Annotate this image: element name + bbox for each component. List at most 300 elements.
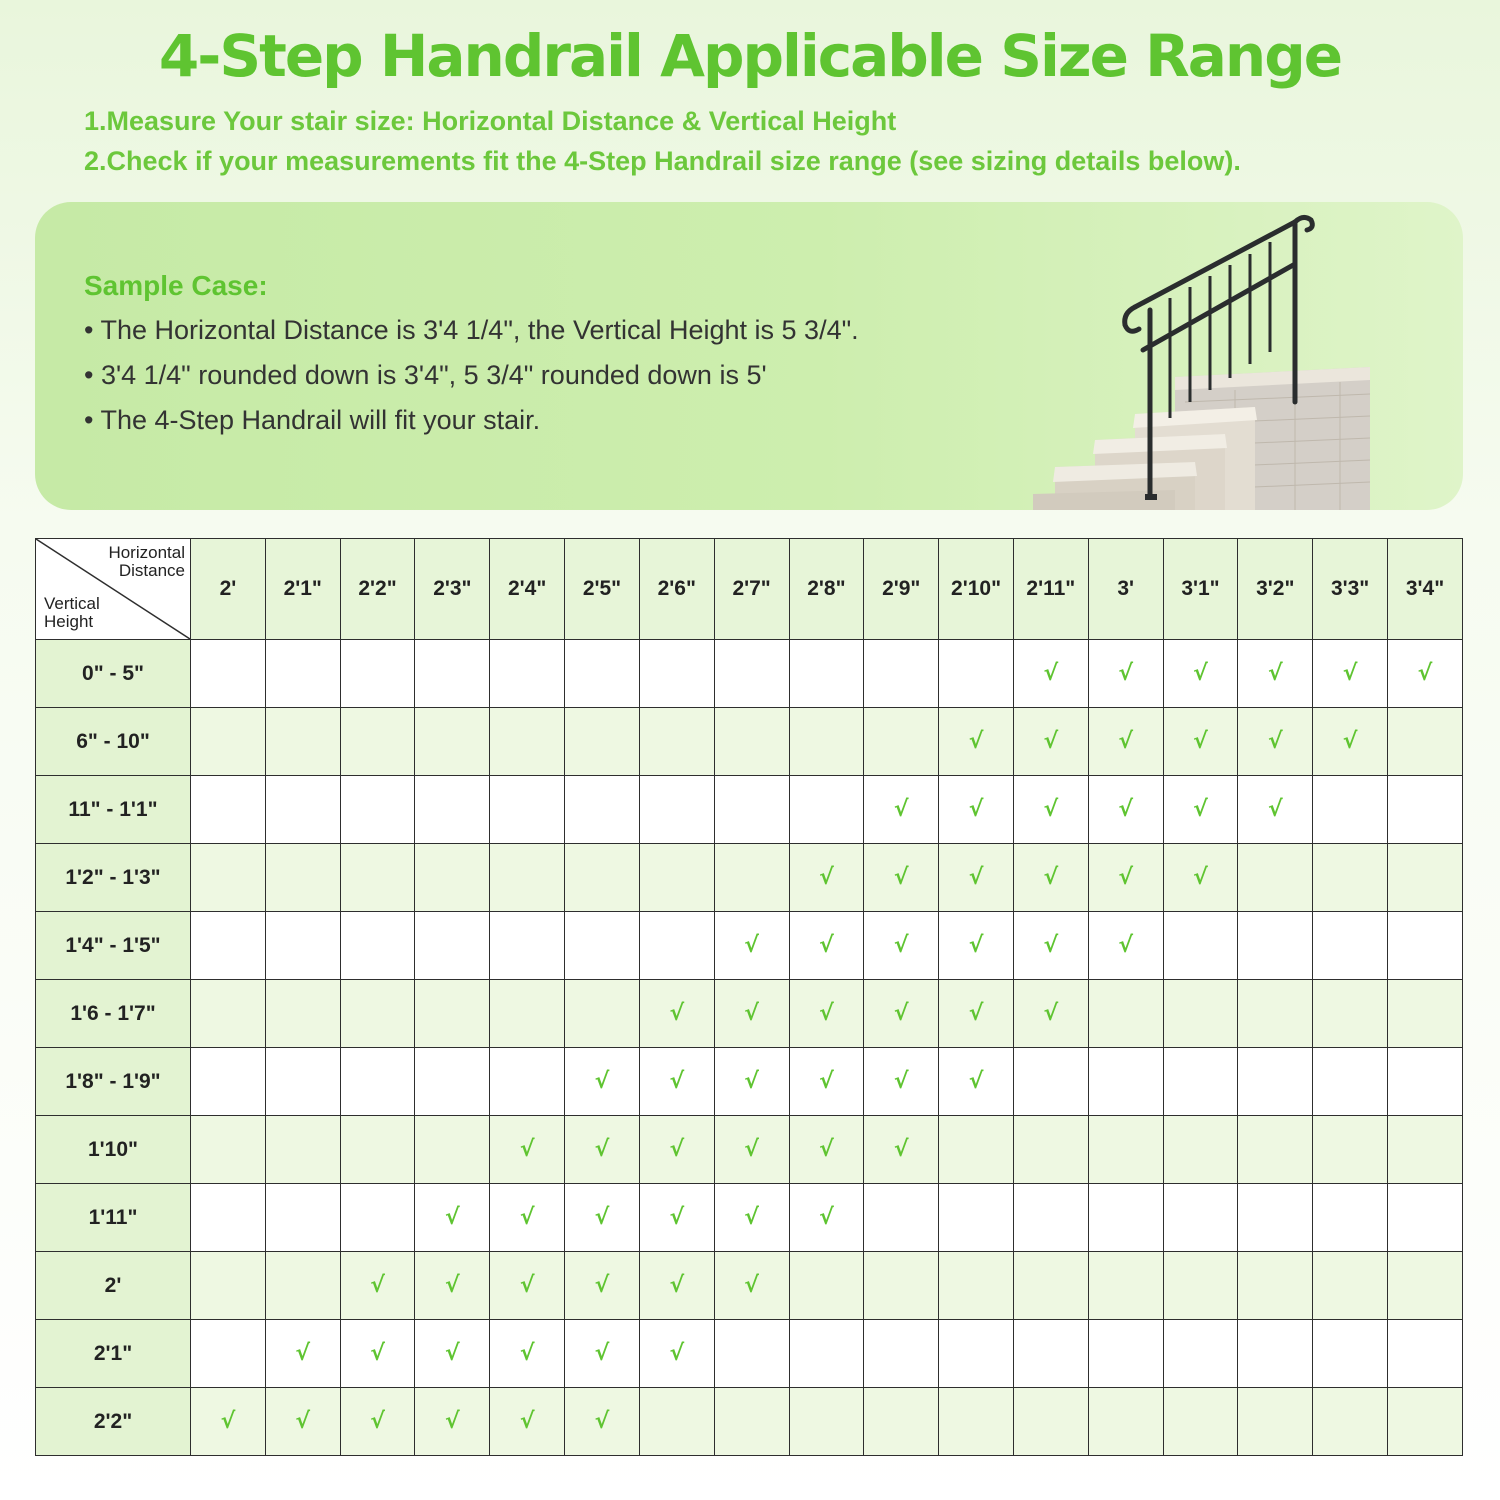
check-icon: √ <box>968 865 984 890</box>
table-cell <box>565 912 640 980</box>
table-cell <box>191 980 266 1048</box>
check-icon: √ <box>1267 661 1283 686</box>
check-icon: √ <box>1043 797 1059 822</box>
table-cell <box>714 1388 789 1456</box>
table-cell <box>639 1184 714 1252</box>
table-cell <box>490 1116 565 1184</box>
table-cell <box>639 1252 714 1320</box>
table-cell <box>340 1320 415 1388</box>
table-cell <box>1013 708 1088 776</box>
table-cell <box>1088 1252 1163 1320</box>
check-icon: √ <box>819 933 834 958</box>
table-cell <box>1238 1048 1313 1116</box>
table-cell <box>1313 1184 1388 1252</box>
check-icon: √ <box>819 1205 834 1230</box>
check-icon: √ <box>594 1341 610 1366</box>
table-cell <box>1163 1388 1238 1456</box>
table-cell <box>490 776 565 844</box>
table-cell <box>1013 912 1088 980</box>
table-cell <box>1313 1252 1388 1320</box>
check-icon: √ <box>1118 661 1133 686</box>
table-cell <box>415 844 490 912</box>
check-icon: √ <box>1118 933 1133 958</box>
table-cell <box>1163 1048 1238 1116</box>
check-icon: √ <box>370 1341 385 1366</box>
table-cell <box>939 980 1014 1048</box>
table-cell <box>1013 1116 1088 1184</box>
table-cell <box>789 1116 864 1184</box>
check-icon: √ <box>519 1137 535 1162</box>
table-cell <box>340 708 415 776</box>
table-cell <box>340 1252 415 1320</box>
page-title: 4-Step Handrail Applicable Size Range <box>158 22 1342 90</box>
corner-horizontal-word: Horizontal <box>108 543 185 562</box>
table-cell <box>1388 1184 1463 1252</box>
corner-vertical-word: Height <box>44 612 94 631</box>
check-icon: √ <box>1417 661 1433 686</box>
column-header: 3' <box>1088 539 1163 640</box>
table-cell <box>490 1388 565 1456</box>
table-cell <box>939 1252 1014 1320</box>
table-cell <box>1088 1388 1163 1456</box>
table-cell <box>490 1320 565 1388</box>
row-label: 1'4" - 1'5" <box>36 912 191 980</box>
table-cell <box>1088 776 1163 844</box>
table-cell <box>1388 844 1463 912</box>
row-label: 1'2" - 1'3" <box>36 844 191 912</box>
table-cell <box>639 776 714 844</box>
check-icon: √ <box>744 1137 759 1162</box>
check-icon: √ <box>1342 729 1358 754</box>
table-cell <box>1238 912 1313 980</box>
check-icon: √ <box>744 1273 759 1298</box>
column-header: 3'3" <box>1313 539 1388 640</box>
table-cell <box>1163 844 1238 912</box>
table-cell <box>939 640 1014 708</box>
table-row <box>36 1048 1463 1116</box>
table-row <box>36 1320 1463 1388</box>
table-cell <box>565 708 640 776</box>
check-icon: √ <box>370 1409 385 1434</box>
check-icon: √ <box>519 1409 535 1434</box>
instruction-step-2: 2.Check if your measurements fit the 4-Step Handrail size range (see sizing details below). <box>84 146 1241 176</box>
table-cell <box>789 844 864 912</box>
table-cell <box>1088 844 1163 912</box>
table-cell <box>789 640 864 708</box>
check-icon: √ <box>819 1001 834 1026</box>
table-cell <box>639 912 714 980</box>
table-cell <box>1163 776 1238 844</box>
sample-case-line: • The Horizontal Distance is 3'4 1/4", the Vertical Height is 5 3/4". <box>84 315 859 345</box>
table-cell <box>864 980 939 1048</box>
table-corner-cell <box>36 539 191 640</box>
table-cell <box>340 980 415 1048</box>
row-label: 2'1" <box>36 1320 191 1388</box>
table-cell <box>415 1320 490 1388</box>
table-cell <box>639 640 714 708</box>
column-header: 2'1" <box>265 539 340 640</box>
table-cell <box>1238 1320 1313 1388</box>
table-cell <box>1013 1252 1088 1320</box>
table-cell <box>1313 1048 1388 1116</box>
table-cell <box>1313 776 1388 844</box>
table-cell <box>1238 708 1313 776</box>
table-cell <box>265 912 340 980</box>
column-header: 2'8" <box>789 539 864 640</box>
check-icon: √ <box>1118 865 1133 890</box>
table-cell <box>714 1184 789 1252</box>
table-cell <box>191 1252 266 1320</box>
column-header: 2'5" <box>565 539 640 640</box>
table-cell <box>1163 1320 1238 1388</box>
table-cell <box>191 776 266 844</box>
check-icon: √ <box>744 933 759 958</box>
table-cell <box>1238 640 1313 708</box>
check-icon: √ <box>594 1137 610 1162</box>
corner-horizontal-label <box>108 544 185 580</box>
table-cell <box>265 1388 340 1456</box>
check-icon: √ <box>893 865 909 890</box>
table-cell <box>1313 640 1388 708</box>
table-cell <box>939 1116 1014 1184</box>
table-cell <box>789 1388 864 1456</box>
table-cell <box>340 1388 415 1456</box>
check-icon: √ <box>519 1273 535 1298</box>
table-row <box>36 640 1463 708</box>
check-icon: √ <box>1043 661 1059 686</box>
table-cell <box>1238 844 1313 912</box>
row-label: 1'10" <box>36 1116 191 1184</box>
sample-case-line: • 3'4 1/4" rounded down is 3'4", 5 3/4" rounded down is 5' <box>84 360 767 390</box>
table-cell <box>864 1184 939 1252</box>
check-icon: √ <box>370 1273 385 1298</box>
table-cell <box>415 776 490 844</box>
table-cell <box>714 708 789 776</box>
table-row <box>36 776 1463 844</box>
table-cell <box>1313 1388 1388 1456</box>
table-cell <box>490 844 565 912</box>
corner-horizontal-word: Distance <box>118 561 185 580</box>
table-cell <box>1238 776 1313 844</box>
column-header: 2'7" <box>714 539 789 640</box>
check-icon: √ <box>968 797 984 822</box>
row-label: 2' <box>36 1252 191 1320</box>
table-cell <box>1088 1048 1163 1116</box>
table-cell <box>1388 980 1463 1048</box>
table-cell <box>1388 776 1463 844</box>
table-cell <box>415 1184 490 1252</box>
check-icon: √ <box>594 1205 610 1230</box>
table-cell <box>1163 1252 1238 1320</box>
table-row <box>36 1116 1463 1184</box>
table-row <box>36 980 1463 1048</box>
table-cell <box>340 1116 415 1184</box>
check-icon: √ <box>669 1137 685 1162</box>
column-header: 2' <box>191 539 266 640</box>
table-row <box>36 912 1463 980</box>
column-header: 2'9" <box>864 539 939 640</box>
table-cell <box>490 912 565 980</box>
table-cell <box>939 1048 1014 1116</box>
table-cell <box>340 1048 415 1116</box>
table-cell <box>714 844 789 912</box>
table-cell <box>265 844 340 912</box>
table-cell <box>1088 980 1163 1048</box>
table-cell <box>1013 640 1088 708</box>
table-cell <box>714 912 789 980</box>
check-icon: √ <box>594 1273 610 1298</box>
table-cell <box>565 1116 640 1184</box>
table-cell <box>191 708 266 776</box>
column-header: 2'4" <box>490 539 565 640</box>
table-cell <box>265 1048 340 1116</box>
table-cell <box>490 708 565 776</box>
table-body <box>36 640 1463 1456</box>
table-cell <box>939 844 1014 912</box>
check-icon: √ <box>1342 661 1358 686</box>
table-cell <box>191 1116 266 1184</box>
table-cell <box>1013 1388 1088 1456</box>
table-cell <box>1388 1388 1463 1456</box>
table-cell <box>789 980 864 1048</box>
table-cell <box>191 1320 266 1388</box>
check-icon: √ <box>1043 729 1059 754</box>
table-cell <box>490 1048 565 1116</box>
table-cell <box>714 980 789 1048</box>
table-cell <box>939 776 1014 844</box>
table-cell <box>1013 776 1088 844</box>
table-cell <box>1088 1320 1163 1388</box>
table-cell <box>265 1116 340 1184</box>
table-cell <box>1013 1048 1088 1116</box>
table-cell <box>1163 708 1238 776</box>
table-cell <box>1013 1184 1088 1252</box>
column-header: 2'3" <box>415 539 490 640</box>
table-cell <box>1313 1320 1388 1388</box>
column-header: 3'4" <box>1388 539 1463 640</box>
table-cell <box>490 980 565 1048</box>
check-icon: √ <box>1267 797 1283 822</box>
table-cell <box>265 1252 340 1320</box>
table-cell <box>864 640 939 708</box>
table-cell <box>714 1252 789 1320</box>
check-icon: √ <box>893 1069 909 1094</box>
table-cell <box>864 912 939 980</box>
table-cell <box>565 980 640 1048</box>
check-icon: √ <box>1043 1001 1059 1026</box>
table-cell <box>1238 1116 1313 1184</box>
table-cell <box>415 980 490 1048</box>
check-icon: √ <box>1267 729 1283 754</box>
check-icon: √ <box>968 1069 984 1094</box>
table-cell <box>789 1320 864 1388</box>
table-cell <box>565 640 640 708</box>
table-cell <box>1388 708 1463 776</box>
row-label: 1'6 - 1'7" <box>36 980 191 1048</box>
table-cell <box>415 1048 490 1116</box>
check-icon: √ <box>445 1273 460 1298</box>
table-cell <box>1163 1184 1238 1252</box>
check-icon: √ <box>594 1069 610 1094</box>
table-cell <box>415 1252 490 1320</box>
size-range-table <box>35 538 1463 1456</box>
column-header: 2'11" <box>1013 539 1088 640</box>
check-icon: √ <box>295 1341 311 1366</box>
check-icon: √ <box>669 1341 685 1366</box>
table-cell <box>1313 708 1388 776</box>
table-cell <box>265 708 340 776</box>
check-icon: √ <box>819 1137 834 1162</box>
table-cell <box>415 912 490 980</box>
table-cell <box>639 1388 714 1456</box>
table-cell <box>565 1184 640 1252</box>
check-icon: √ <box>669 1273 685 1298</box>
check-icon: √ <box>220 1409 236 1434</box>
table-cell <box>789 912 864 980</box>
table-cell <box>191 1184 266 1252</box>
check-icon: √ <box>519 1205 535 1230</box>
table-cell <box>565 1320 640 1388</box>
table-cell <box>789 708 864 776</box>
check-icon: √ <box>1118 729 1133 754</box>
check-icon: √ <box>669 1069 685 1094</box>
table-cell <box>1088 708 1163 776</box>
table-cell <box>191 912 266 980</box>
table-cell <box>191 844 266 912</box>
check-icon: √ <box>744 1069 759 1094</box>
corner-vertical-word: Vertical <box>44 594 100 613</box>
check-icon: √ <box>1193 865 1208 890</box>
table-cell <box>789 1048 864 1116</box>
table-cell <box>565 776 640 844</box>
sample-case-line: • The 4-Step Handrail will fit your stair. <box>84 405 541 435</box>
table-cell <box>1088 640 1163 708</box>
table-cell <box>714 1116 789 1184</box>
sample-case-heading: Sample Case: <box>84 270 268 301</box>
table-cell <box>939 1388 1014 1456</box>
table-cell <box>340 912 415 980</box>
check-icon: √ <box>519 1341 535 1366</box>
check-icon: √ <box>1193 729 1208 754</box>
row-label: 2'2" <box>36 1388 191 1456</box>
check-icon: √ <box>819 865 834 890</box>
column-header: 2'6" <box>639 539 714 640</box>
check-icon: √ <box>968 933 984 958</box>
table-cell <box>490 1252 565 1320</box>
table-cell <box>864 1116 939 1184</box>
table-cell <box>1313 844 1388 912</box>
table-cell <box>265 1184 340 1252</box>
check-icon: √ <box>1043 865 1059 890</box>
table-cell <box>340 844 415 912</box>
table-cell <box>565 1388 640 1456</box>
row-label: 11" - 1'1" <box>36 776 191 844</box>
table-cell <box>340 776 415 844</box>
table-cell <box>1313 980 1388 1048</box>
check-icon: √ <box>744 1205 759 1230</box>
table-cell <box>265 980 340 1048</box>
table-cell <box>1238 980 1313 1048</box>
table-cell <box>939 708 1014 776</box>
column-header: 2'10" <box>939 539 1014 640</box>
table-cell <box>789 1252 864 1320</box>
check-icon: √ <box>893 1001 909 1026</box>
table-cell <box>864 1048 939 1116</box>
table-cell <box>639 1048 714 1116</box>
row-label: 1'8" - 1'9" <box>36 1048 191 1116</box>
table-row <box>36 1184 1463 1252</box>
table-cell <box>191 1388 266 1456</box>
table-cell <box>864 844 939 912</box>
table-cell <box>864 1388 939 1456</box>
table-cell <box>1238 1184 1313 1252</box>
column-header: 3'1" <box>1163 539 1238 640</box>
row-label: 0" - 5" <box>36 640 191 708</box>
table-cell <box>1313 912 1388 980</box>
table-cell <box>1388 912 1463 980</box>
table-cell <box>864 1252 939 1320</box>
table-cell <box>265 1320 340 1388</box>
check-icon: √ <box>744 1001 759 1026</box>
table-cell <box>1163 1116 1238 1184</box>
check-icon: √ <box>445 1409 460 1434</box>
table-cell <box>714 776 789 844</box>
table-cell <box>490 640 565 708</box>
check-icon: √ <box>893 1137 909 1162</box>
table-cell <box>864 1320 939 1388</box>
instruction-step-1: 1.Measure Your stair size: Horizontal Distance & Vertical Height <box>84 106 897 136</box>
table-cell <box>1313 1116 1388 1184</box>
table-cell <box>789 776 864 844</box>
table-cell <box>714 1320 789 1388</box>
table-cell <box>565 844 640 912</box>
table-cell <box>639 1116 714 1184</box>
check-icon: √ <box>669 1001 685 1026</box>
table-cell <box>1388 640 1463 708</box>
corner-vertical-label <box>44 595 100 631</box>
check-icon: √ <box>1043 933 1059 958</box>
table-cell <box>340 1184 415 1252</box>
table-cell <box>1013 1320 1088 1388</box>
table-cell <box>265 640 340 708</box>
table-cell <box>340 640 415 708</box>
table-cell <box>415 708 490 776</box>
check-icon: √ <box>968 1001 984 1026</box>
table-cell <box>265 776 340 844</box>
table-cell <box>639 1320 714 1388</box>
handrail-stairs-illustration <box>995 202 1385 510</box>
table-cell <box>191 640 266 708</box>
row-label: 1'11" <box>36 1184 191 1252</box>
table-header-row <box>36 539 1463 640</box>
table-row <box>36 1252 1463 1320</box>
table-cell <box>1388 1048 1463 1116</box>
check-icon: √ <box>1193 661 1208 686</box>
table-cell <box>1088 1116 1163 1184</box>
table-cell <box>1238 1388 1313 1456</box>
check-icon: √ <box>445 1205 460 1230</box>
check-icon: √ <box>594 1409 610 1434</box>
table-cell <box>490 1184 565 1252</box>
table-cell <box>1163 640 1238 708</box>
column-header: 3'2" <box>1238 539 1313 640</box>
table-cell <box>714 1048 789 1116</box>
column-header: 2'2" <box>340 539 415 640</box>
table-cell <box>1163 912 1238 980</box>
check-icon: √ <box>819 1069 834 1094</box>
table-cell <box>639 708 714 776</box>
check-icon: √ <box>445 1341 460 1366</box>
